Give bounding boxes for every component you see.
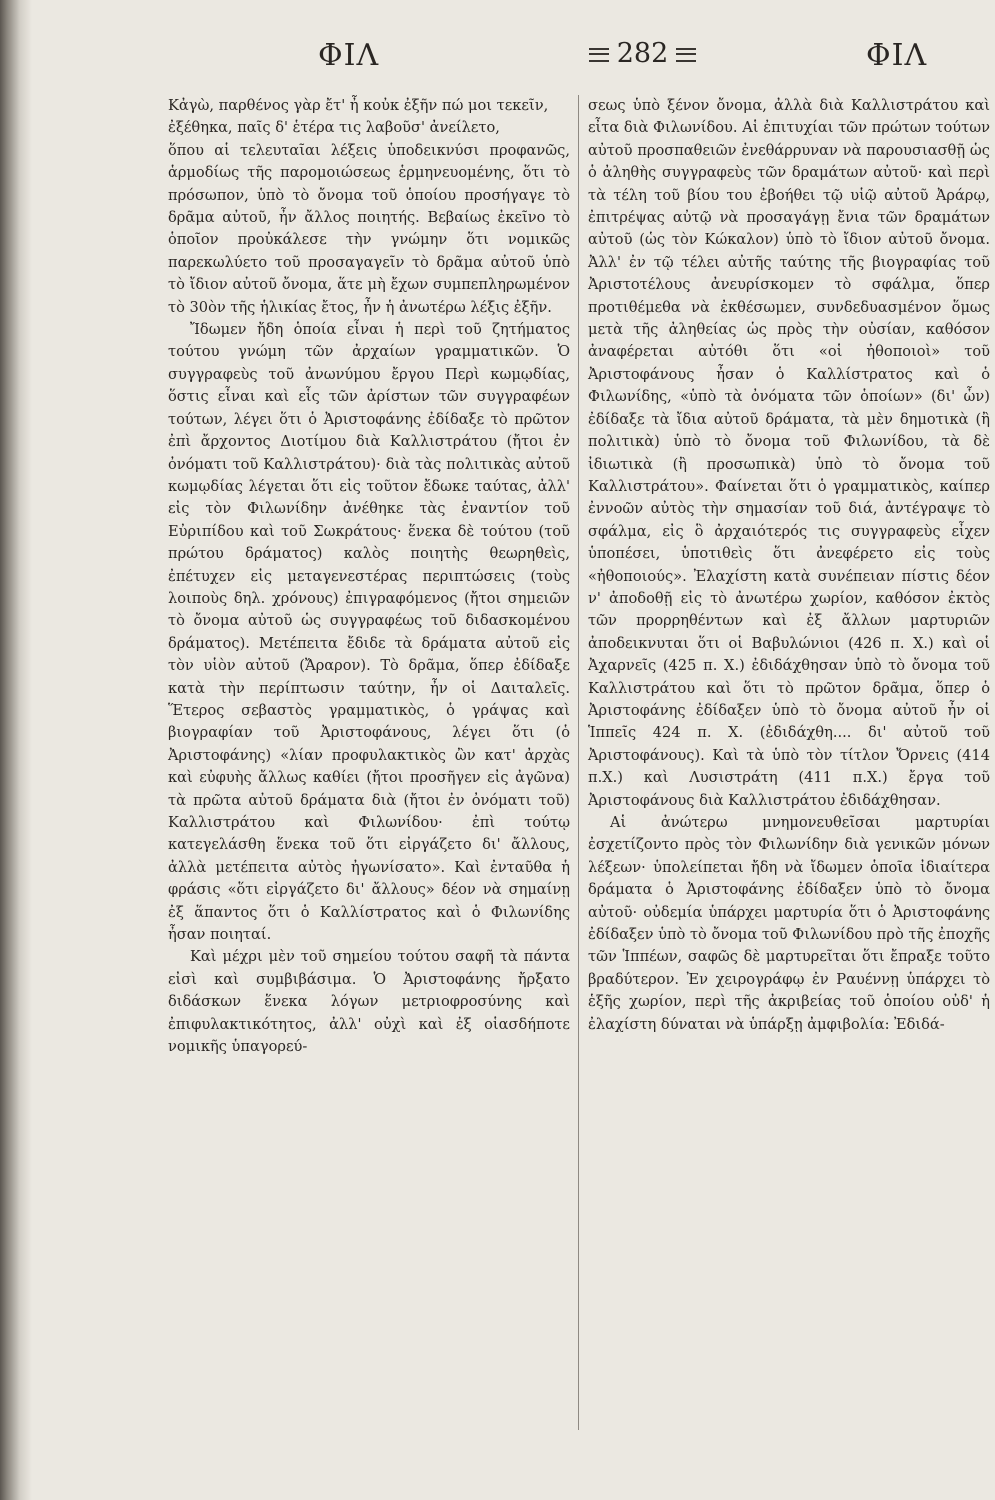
book-spine-shadow bbox=[0, 0, 32, 1500]
ornament-left-icon bbox=[589, 48, 609, 62]
left-column bbox=[168, 95, 570, 1058]
running-head-left: ΦΙΛ bbox=[318, 38, 380, 73]
verse-line-1: Κἀγὼ, παρθένος γὰρ ἔτ' ἦ κοὐκ ἐξῆν πώ μοι τεκεῖν, bbox=[168, 97, 549, 114]
page-number bbox=[565, 38, 720, 69]
running-head-right: ΦΙΛ bbox=[866, 38, 928, 73]
left-paragraph-2: Ἴδωμεν ἤδη ὁποία εἶναι ἡ περὶ τοῦ ζητήματος τούτου γνώμη τῶν ἀρχαίων γραμματικῶν. Ὁ συγγραφεὺς τοῦ ἀνωνύμου ἔργου Περὶ κωμῳδίας, ὅστις εἶναι καὶ εἷς τῶν ἀρίστων τῶν συγγραφέων τούτων, λέγει ὅτι ὁ Ἀριστοφάνης ἐδίδαξε τὸ πρῶτον ἐπὶ ἄρχοντος Διοτίμου διὰ Καλλιστράτου (ἤτοι ἐν ὀνόματι τοῦ Καλλιστράτου)· διὰ τὰς πολιτικὰς αὐτοῦ κωμῳδίας λέγεται ὅτι εἰς τοῦτον ἔδωκε ταύτας, ἀλλ' εἰς τὸν Φιλωνίδην ἀνέθηκε τὰς ἐναντίον τοῦ Εὐριπίδου καὶ τοῦ Σωκράτους· ἕνεκα δὲ τούτου (τοῦ πρώτου δράματος) καλὸς ποιητὴς θεωρηθεὶς, ἐπέτυχεν εἰς μεταγενεστέρας περιπτώσεις (τοὺς λοιποὺς δηλ. χρόνους) ἐπιγραφόμενος (ἤτοι σημειῶν τὸ ὄνομα αὐτοῦ ὡς συγγραφέως τοῦ διδασκομένου δράματος). Μετέπειτα ἔδιδε τὰ δράματα αὐτοῦ εἰς τὸν υἱὸν αὐτοῦ (Ἄραρον). Τὸ δρᾶμα, ὅπερ ἐδίδαξε κατὰ τὴν περίπτωσιν ταύτην, ἦν οἱ Δαιταλεῖς. Ἕτερος σεβαστὸς γραμματικὸς, ὁ γράψας καὶ βιογραφίαν τοῦ Ἀριστοφάνους, λέγει ὅτι (ὁ Ἀριστοφάνης) «λίαν προφυλακτικὸς ὢν κατ' ἀρχὰς καὶ εὐφυὴς ἄλλως καθίει (ἤτοι προσῆγεν εἰς ἀγῶνα) τὰ πρῶτα αὐτοῦ δράματα διὰ (ἤτοι ἐν ὀνόματι τοῦ) Καλλιστράτου καὶ Φιλωνίδου· ἐπὶ τούτῳ κατεγελάσθη ἕνεκα τοῦ ὅτι εἰργάζετο δι' ἄλλους, ἀλλὰ μετέπειτα αὐτὸς ἠγωνίσατο». Καὶ ἐνταῦθα ἡ φράσις «ὅτι εἰργάζετο δι' ἄλλους» δέον νὰ σημαίνῃ ἐξ ἅπαντος ὅτι ὁ Καλλίστρατος καὶ ὁ Φιλωνίδης ἦσαν ποιηταί. bbox=[168, 321, 570, 944]
left-paragraph-3: Καὶ μέχρι μὲν τοῦ σημείου τούτου σαφῆ τὰ πάντα εἰσὶ καὶ συμβιβάσιμα. Ὁ Ἀριστοφάνης ἤρξατο διδάσκων ἕνεκα λόγων μετριοφροσύνης καὶ ἐπιφυλακτικότητος, ἀλλ' οὐχὶ καὶ ἐξ οἱασδήποτε νομικῆς ὑπαγορεύ- bbox=[168, 948, 570, 1056]
right-paragraph-1: σεως ὑπὸ ξένον ὄνομα, ἀλλὰ διὰ Καλλιστράτου καὶ εἶτα διὰ Φιλωνίδου. Αἱ ἐπιτυχίαι τῶν πρώτων τούτων αὐτοῦ προσπαθειῶν ἐνεθάρρυναν νὰ παρουσιασθῇ ὡς ὁ ἀληθὴς συγγραφεὺς τῶν δραμάτων αὐτοῦ· καὶ περὶ τὰ τέλη τοῦ βίου του ἐβοήθει τῷ υἱῷ αὐτοῦ Ἀράρῳ, ἐπιτρέψας αὐτῷ νὰ προσαγάγῃ ἔνια τῶν δραμάτων αὐτοῦ (ὡς τὸν Κώκαλον) ὑπὸ τὸ ἴδιον αὐτοῦ ὄνομα. Ἀλλ' ἐν τῷ τέλει αὐτῆς ταύτης τῆς βιογραφίας τοῦ Ἀριστοτέλους ἀνευρίσκομεν τὸ σφάλμα, ὅπερ προτιθέμεθα νὰ ἐκθέσωμεν, συνδεδυασμένον ὅμως μετὰ τῆς ἀληθείας ὡς πρὸς τὴν οὐσίαν, καθόσον ἀναφέρεται αὐτόθι ὅτι «οἱ ἠθοποιοὶ» τοῦ Ἀριστοφάνους ἦσαν ὁ Καλλίστρατος καὶ ὁ Φιλωνίδης, «ὑπὸ τὰ ὀνόματα τῶν ὁποίων» (δι' ὧν) ἐδίδαξε τὰ ἴδια αὐτοῦ δράματα, τὰ μὲν δημοτικὰ (ἢ πολιτικὰ) ὑπὸ τὸ ὄνομα τοῦ Φιλωνίδου, τὰ δὲ ἰδιωτικὰ (ἢ προσωπικὰ) ὑπὸ τὸ ὄνομα τοῦ Καλλιστράτου». Φαίνεται ὅτι ὁ γραμματικὸς, καίπερ ἐννοῶν αὐτὸς τὴν σημασίαν τοῦ διά, ἀντέγραψε τὸ σφάλμα, εἰς ὃ ἀρχαιότερός τις συγγραφεὺς εἶχεν ὑποπέσει, ὑποτιθεὶς ὅτι ἀνεφέρετο εἰς τοὺς «ἠθοποιούς». Ἐλαχίστη κατὰ συνέπειαν πίστις δέον ν' ἀποδοθῇ εἰς τὸ ἀνωτέρω χωρίον, καθόσον ἐκτὸς τῶν προρρηθέντων καὶ ἐξ ἄλλων μαρτυριῶν ἀποδεικνυται ὅτι οἱ Βαβυλώνιοι (426 π. Χ.) καὶ οἱ Ἀχαρνεῖς (425 π. Χ.) ἐδιδάχθησαν ὑπὸ τὸ ὄνομα τοῦ Καλλιστράτου καὶ ὅτι τὸ πρῶτον δρᾶμα, ὅπερ ὁ Ἀριστοφάνης ἐδίδαξεν ὑπὸ τὸ ὄνομα αὐτοῦ ἦν οἱ Ἱππεῖς 424 π. Χ. (ἐδιδάχθη.... δι' αὐτοῦ τοῦ Ἀριστοφάνους). Καὶ τὰ ὑπὸ τὸν τίτλον Ὄρνεις (414 π.Χ.) καὶ Λυσιστράτη (411 π.Χ.) ἔργα τοῦ Ἀριστοφάνους διὰ Καλλιστράτου ἐδιδάχθησαν. bbox=[588, 97, 990, 809]
column-divider bbox=[578, 95, 579, 1430]
right-paragraph-2: Αἱ ἀνώτερω μνημονευθεῖσαι μαρτυρίαι ἐσχετίζοντο πρὸς τὸν Φιλωνίδην διὰ γενικῶν μόνων λέξεων· ὑπολείπεται ἤδη νὰ ἴδωμεν ὁποῖα ἰδιαίτερα δράματα ὁ Ἀριστοφάνης ἐδίδαξεν ὑπὸ τὸ ὄνομα αὐτοῦ· οὐδεμία ὑπάρχει μαρτυρία ὅτι ὁ Ἀριστοφάνης ἐδίδαξεν ὑπὸ τὸ ὄνομα τοῦ Φιλωνίδου πρὸ τῆς ἐποχῆς τῶν Ἱππέων, σαφῶς δὲ μαρτυρεῖται ὅτι ἔπραξε τοῦτο βραδύτερον. Ἐν χειρογράφῳ ἐν Ραυέννῃ ὑπάρχει τὸ ἑξῆς χωρίον, περὶ τῆς ἀκριβείας τοῦ ὁποίου οὐδ' ἡ ἐλαχίστη δύναται νὰ ὑπάρξῃ ἀμφιβολία: Ἐδιδά- bbox=[588, 814, 990, 1033]
left-paragraph-1: ὅπου αἱ τελευταῖαι λέξεις ὑποδεικνύσι προφανῶς, ἁρμοδίως τῆς παρομοιώσεως ἑρμηνευομένης, ὅτι τὸ πρόσωπον, ὑπὸ τὸ ὄνομα τοῦ ὁποίου προσήγαγε τὸ δρᾶμα αὐτοῦ, ἦν ἄλλος ποιητής. Βεβαίως ἐκεῖνο τὸ ὁποῖον προὐκάλεσε τὴν γνώμην ὅτι νομικῶς παρεκωλύετο τοῦ προσαγαγεῖν τὸ δρᾶμα αὐτοῦ ὑπὸ τὸ ἴδιον αὐτοῦ ὄνομα, ἅτε μὴ ἔχων συμπεπληρωμένον τὸ 30ὸν τῆς ἡλικίας ἔτος, ἦν ἡ ἀνωτέρω λέξις ἐξῆν. bbox=[168, 141, 570, 316]
page-number-value: 282 bbox=[616, 38, 669, 69]
verse-line-2: ἐξέθηκα, παῖς δ' ἑτέρα τις λαβοῦσ' ἀνείλετο, bbox=[168, 119, 500, 137]
ornament-right-icon bbox=[676, 48, 696, 62]
right-column bbox=[588, 95, 990, 1036]
page-header bbox=[60, 38, 965, 88]
